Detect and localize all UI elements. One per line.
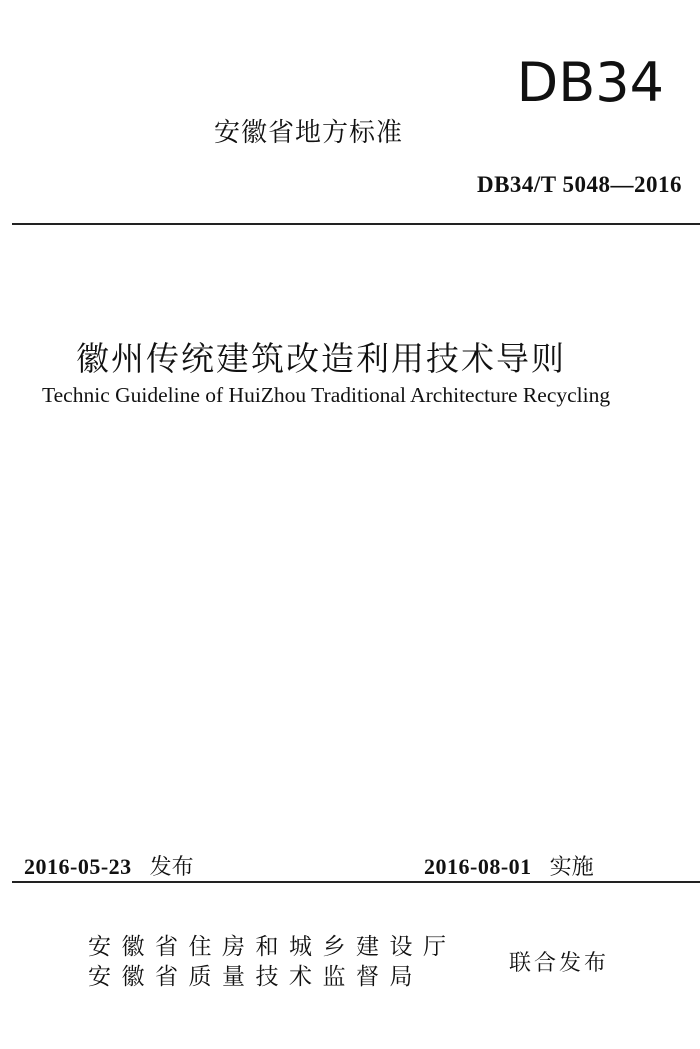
standard-type: 安徽省地方标准: [214, 118, 404, 148]
document-title-chinese: 徽州传统建筑改造利用技术导则: [76, 339, 566, 378]
standard-number: DB34/T 5048—2016: [476, 172, 682, 197]
effective-date-block: [424, 850, 594, 881]
publish-date: 2016-05-23: [24, 854, 132, 879]
bottom-divider: [12, 881, 700, 883]
effective-date: 2016-08-01: [424, 854, 532, 879]
publish-date-block: [24, 850, 194, 881]
standard-code-logo: DB34: [516, 51, 664, 114]
joint-publish-label: 联合发布: [509, 951, 610, 976]
document-title-english: Technic Guideline of HuiZhou Traditional Architecture Recycling: [42, 383, 611, 407]
publisher-line-1: 安徽省住房和城乡建设厅: [88, 934, 457, 960]
top-divider: [12, 223, 700, 225]
publish-label: 发布: [149, 855, 194, 880]
publisher-line-2: 安徽省质量技术监督局: [88, 964, 423, 990]
effective-label: 实施: [549, 855, 594, 880]
